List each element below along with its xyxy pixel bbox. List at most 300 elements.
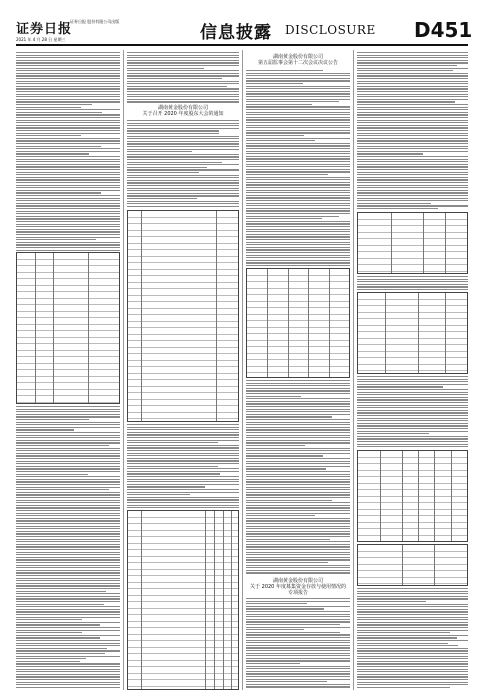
- body-text-line: [246, 148, 350, 149]
- body-text-line: [16, 68, 120, 69]
- body-text-line: [16, 554, 120, 555]
- body-text-line: [16, 440, 120, 441]
- body-text-line: [246, 242, 350, 243]
- body-text-line: [246, 642, 350, 643]
- body-text-line: [16, 75, 120, 76]
- body-text-line: [16, 172, 120, 173]
- body-text-line: [127, 156, 239, 157]
- body-text-line: [357, 73, 468, 74]
- body-text-line: [127, 182, 239, 183]
- body-text-line: [246, 221, 350, 222]
- body-text-line: [16, 546, 120, 547]
- body-text-line: [246, 257, 350, 258]
- body-text-line: [16, 213, 120, 214]
- masthead-logo: 证券日报: [16, 22, 73, 37]
- body-text-line: [16, 432, 120, 433]
- body-text-line: [16, 523, 120, 524]
- body-text-line: [16, 510, 120, 511]
- body-text-line: [246, 182, 350, 183]
- body-text-line: [357, 57, 468, 58]
- body-text-line: [127, 494, 190, 495]
- body-text-line: [16, 435, 120, 436]
- body-text-line: [16, 169, 120, 170]
- body-text-line: [357, 120, 468, 121]
- body-text-line: [16, 151, 120, 152]
- body-text-line: [16, 559, 120, 560]
- body-text-line: [357, 392, 468, 393]
- body-text-line: [357, 286, 468, 287]
- body-text-line: [16, 60, 120, 61]
- body-text-line: [16, 203, 120, 204]
- body-text-line: [357, 200, 468, 201]
- body-text-line: [16, 674, 120, 675]
- body-text-line: [246, 442, 350, 443]
- body-text-line: [357, 101, 455, 102]
- body-text-line: [16, 104, 92, 105]
- body-text-line: [246, 86, 350, 87]
- body-text-line: [357, 185, 468, 186]
- body-text-line: [357, 83, 468, 84]
- body-text-line: [357, 679, 468, 680]
- body-text-line: [16, 575, 120, 576]
- body-text-line: [246, 249, 350, 250]
- body-text-line: [16, 565, 120, 566]
- body-text-line: [246, 562, 328, 563]
- body-text-line: [246, 557, 350, 558]
- body-text-line: [246, 554, 350, 555]
- body-text-line: [246, 117, 350, 118]
- body-text-line: [16, 247, 120, 248]
- body-text-line: [16, 572, 120, 573]
- body-text-line: [16, 653, 105, 654]
- table-column-rule: [205, 511, 206, 689]
- body-text-line: [357, 407, 468, 408]
- body-text-line: [246, 205, 350, 206]
- body-text-line: [246, 234, 350, 235]
- body-text-line: [127, 440, 239, 441]
- body-text-line: [127, 175, 239, 176]
- body-text-line: [246, 526, 350, 527]
- body-text-line: [16, 536, 120, 537]
- body-text-line: [357, 187, 468, 188]
- body-text-line: [127, 52, 239, 53]
- body-text-line: [246, 608, 324, 609]
- body-text-line: [16, 88, 120, 89]
- body-text-line: [246, 398, 350, 399]
- body-text-line: [16, 630, 120, 631]
- body-text-line: [246, 453, 350, 454]
- body-text-line: [127, 437, 239, 438]
- body-text-line: [16, 146, 101, 147]
- body-text-line: [127, 188, 239, 189]
- body-text-line: [246, 528, 350, 529]
- body-text-line: [357, 384, 468, 385]
- body-text-line: [246, 647, 350, 648]
- announcement-title-fund-usage: 湖南黄金股份有限公司 关于 2020 年度募集资金存放与使用情况的 专项报告: [250, 578, 346, 596]
- table-column-rule: [418, 451, 419, 541]
- body-text-line: [357, 192, 468, 193]
- body-text-line: [16, 138, 120, 139]
- body-text-line: [246, 518, 350, 519]
- body-text-line: [357, 166, 468, 167]
- body-text-line: [16, 73, 120, 74]
- data-table: [246, 268, 350, 378]
- body-text-line: [357, 156, 468, 157]
- body-text-line: [127, 62, 239, 63]
- body-text-line: [16, 682, 120, 683]
- body-text-line: [16, 208, 120, 209]
- body-text-line: [246, 429, 350, 430]
- body-text-line: [246, 416, 332, 417]
- body-text-line: [357, 379, 468, 380]
- body-text-line: [16, 489, 109, 490]
- body-text-line: [357, 412, 468, 413]
- body-text-line: [246, 565, 350, 566]
- body-text-line: [16, 127, 120, 128]
- body-text-line: [127, 429, 239, 430]
- body-text-line: [127, 169, 239, 170]
- body-text-line: [357, 687, 450, 688]
- body-text-line: [246, 88, 350, 89]
- body-text-line: [16, 437, 120, 438]
- body-text-line: [357, 179, 468, 180]
- body-text-line: [246, 481, 350, 482]
- table-column-rule: [88, 253, 89, 403]
- body-text-line: [16, 83, 120, 84]
- body-text-line: [357, 666, 468, 667]
- body-text-line: [246, 671, 350, 672]
- body-text-line: [357, 65, 457, 66]
- body-text-line: [246, 73, 350, 74]
- body-text-line: [357, 289, 468, 290]
- body-text-line: [246, 544, 350, 545]
- table-column-rule: [402, 545, 403, 585]
- body-text-line: [246, 403, 350, 404]
- body-text-line: [246, 531, 350, 532]
- body-text-line: [357, 70, 453, 71]
- body-text-line: [127, 130, 219, 131]
- body-text-line: [246, 466, 350, 467]
- body-text-line: [246, 619, 350, 620]
- body-text-line: [246, 513, 350, 514]
- body-text-line: [357, 632, 450, 633]
- table-column-rule: [216, 211, 217, 421]
- body-text-line: [16, 242, 120, 243]
- body-text-line: [246, 468, 326, 469]
- body-text-line: [16, 544, 120, 545]
- body-text-line: [127, 484, 239, 485]
- body-text-line: [246, 570, 350, 571]
- body-text-line: [16, 200, 120, 201]
- body-text-line: [246, 432, 350, 433]
- body-text-line: [16, 448, 120, 449]
- body-text-line: [357, 418, 468, 419]
- body-text-line: [127, 55, 239, 56]
- body-text-line: [16, 585, 120, 586]
- body-text-line: [357, 423, 468, 424]
- body-text-line: [246, 658, 350, 659]
- body-text-line: [246, 192, 350, 193]
- body-text-line: [127, 442, 218, 443]
- data-table: [127, 210, 239, 422]
- body-text-line: [16, 70, 120, 71]
- body-text-line: [246, 231, 350, 232]
- body-text-line: [357, 112, 468, 113]
- body-text-line: [246, 598, 350, 599]
- body-text-line: [16, 526, 120, 527]
- table-column-rule: [451, 451, 452, 541]
- body-text-line: [357, 598, 468, 599]
- body-text-line: [246, 655, 350, 656]
- body-text-line: [357, 55, 468, 56]
- body-text-line: [246, 203, 350, 204]
- body-text-line: [246, 166, 350, 167]
- body-text-line: [127, 133, 219, 134]
- body-text-line: [16, 148, 120, 149]
- body-text-line: [246, 614, 350, 615]
- announcement-title-shareholders-meeting: 湖南黄金股份有限公司 关于召开 2020 年度股东大会的通知: [142, 105, 224, 117]
- body-text-line: [357, 130, 468, 131]
- body-text-line: [357, 394, 468, 395]
- body-text-line: [357, 617, 468, 618]
- body-text-line: [16, 474, 88, 475]
- body-text-line: [246, 104, 312, 105]
- body-text-line: [246, 437, 350, 438]
- body-text-line: [127, 499, 239, 500]
- body-text-line: [357, 671, 468, 672]
- table-column-rule: [418, 293, 419, 373]
- body-text-line: [357, 643, 448, 644]
- body-text-line: [357, 281, 468, 282]
- body-text-line: [127, 78, 222, 79]
- body-text-line: [357, 169, 468, 170]
- body-text-line: [357, 88, 468, 89]
- body-text-line: [127, 177, 239, 178]
- body-text-line: [16, 140, 120, 141]
- body-text-line: [16, 606, 120, 607]
- body-text-line: [246, 396, 301, 397]
- table-column-rule: [231, 511, 232, 689]
- body-text-line: [127, 162, 222, 163]
- column-1: [16, 50, 120, 690]
- body-text-line: [246, 411, 350, 412]
- body-text-line: [127, 447, 239, 448]
- body-text-line: [357, 174, 468, 175]
- body-text-line: [246, 75, 350, 76]
- body-text-line: [16, 239, 96, 240]
- body-text-line: [246, 424, 350, 425]
- body-text-line: [246, 216, 339, 217]
- body-text-line: [246, 140, 315, 141]
- body-text-line: [357, 397, 468, 398]
- body-text-line: [246, 135, 304, 136]
- body-text-line: [246, 572, 350, 573]
- body-text-line: [16, 601, 120, 602]
- body-text-line: [246, 125, 350, 126]
- body-text-line: [127, 138, 239, 139]
- body-text-line: [246, 130, 350, 131]
- body-text-line: [16, 520, 120, 521]
- body-text-line: [16, 453, 120, 454]
- body-text-line: [127, 164, 239, 165]
- body-text-line: [127, 146, 239, 147]
- section-title-en: DISCLOSURE: [285, 23, 376, 37]
- body-text-line: [246, 621, 350, 622]
- body-text-line: [246, 637, 350, 638]
- body-text-line: [246, 197, 350, 198]
- body-text-line: [246, 455, 323, 456]
- body-text-line: [357, 182, 468, 183]
- body-text-line: [16, 539, 120, 540]
- body-text-line: [246, 406, 350, 407]
- body-text-line: [127, 65, 239, 66]
- body-text-line: [246, 627, 350, 628]
- body-text-line: [357, 441, 468, 442]
- body-text-line: [127, 445, 239, 446]
- body-text-line: [127, 68, 204, 69]
- body-text-line: [357, 596, 468, 597]
- body-text-line: [357, 86, 468, 87]
- body-text-line: [127, 460, 239, 461]
- body-text-line: [357, 661, 468, 662]
- body-text-line: [16, 414, 120, 415]
- body-text-line: [16, 624, 100, 625]
- body-text-line: [246, 559, 350, 560]
- table-column-rule: [445, 293, 446, 373]
- body-text-line: [357, 640, 468, 641]
- body-text-line: [246, 505, 350, 506]
- body-text-line: [16, 114, 120, 115]
- body-text-line: [127, 458, 239, 459]
- body-text-line: [246, 629, 304, 630]
- body-text-line: [357, 601, 426, 602]
- table-column-rule: [380, 451, 381, 541]
- body-text-line: [16, 422, 120, 423]
- data-table: [357, 292, 468, 374]
- body-text-line: [246, 445, 305, 446]
- body-text-line: [246, 114, 350, 115]
- body-text-line: [16, 192, 101, 193]
- body-text-line: [246, 507, 350, 508]
- body-text-line: [16, 552, 120, 553]
- body-text-line: [16, 643, 120, 644]
- body-text-line: [246, 213, 350, 214]
- body-text-line: [246, 489, 350, 490]
- body-text-line: [16, 164, 120, 165]
- body-text-line: [246, 520, 350, 521]
- body-text-line: [127, 91, 239, 92]
- body-text-line: [246, 500, 332, 501]
- body-text-line: [127, 159, 239, 160]
- body-text-line: [16, 99, 120, 100]
- body-text-line: [246, 552, 350, 553]
- body-text-line: [16, 161, 120, 162]
- body-text-line: [357, 127, 468, 128]
- body-text-line: [16, 109, 120, 110]
- body-text-line: [246, 536, 350, 537]
- body-text-line: [127, 167, 207, 168]
- body-text-line: [16, 557, 120, 558]
- body-text-line: [127, 455, 239, 456]
- body-text-line: [16, 637, 100, 638]
- body-text-line: [357, 135, 468, 136]
- body-text-line: [16, 650, 120, 651]
- body-text-line: [16, 429, 74, 430]
- body-text-line: [16, 120, 120, 121]
- body-text-line: [246, 239, 350, 240]
- body-text-line: [16, 133, 120, 134]
- body-text-line: [357, 99, 468, 100]
- body-text-line: [357, 52, 468, 53]
- body-text-line: [246, 91, 350, 92]
- body-text-line: [16, 182, 120, 183]
- body-text-line: [16, 62, 120, 63]
- body-text-line: [357, 208, 438, 209]
- body-text-line: [16, 505, 120, 506]
- body-text-line: [16, 492, 120, 493]
- body-text-line: [357, 446, 468, 447]
- body-text-line: [127, 180, 239, 181]
- body-text-line: [16, 198, 120, 199]
- body-text-line: [127, 201, 239, 202]
- body-text-line: [357, 109, 468, 110]
- table-column-rule: [385, 293, 386, 373]
- body-text-line: [357, 148, 468, 149]
- body-text-line: [16, 656, 120, 657]
- body-text-line: [16, 224, 120, 225]
- body-text-line: [16, 96, 120, 97]
- table-column-rule: [53, 253, 54, 403]
- body-text-line: [357, 386, 443, 387]
- body-text-line: [127, 481, 239, 482]
- body-text-line: [127, 486, 205, 487]
- body-text-line: [16, 190, 120, 191]
- body-text-line: [246, 409, 350, 410]
- body-text-line: [16, 507, 120, 508]
- body-text-line: [246, 112, 350, 113]
- body-text-line: [246, 262, 350, 263]
- body-text-line: [16, 122, 120, 123]
- body-text-line: [246, 676, 350, 677]
- body-text-line: [357, 75, 468, 76]
- body-text-line: [127, 450, 239, 451]
- body-text-line: [246, 96, 350, 97]
- body-text-line: [357, 650, 468, 651]
- body-text-line: [16, 531, 120, 532]
- body-text-line: [16, 661, 80, 662]
- body-text-line: [16, 81, 120, 82]
- body-text-line: [246, 476, 350, 477]
- column-3: [246, 50, 350, 690]
- body-text-line: [16, 484, 120, 485]
- data-table: [357, 212, 468, 274]
- body-text-line: [246, 533, 350, 534]
- body-text-line: [16, 549, 120, 550]
- table-column-rule: [434, 545, 435, 585]
- body-text-line: [16, 234, 120, 235]
- body-text-line: [16, 593, 120, 594]
- body-text-line: [246, 624, 340, 625]
- body-text-line: [246, 145, 350, 146]
- body-text-line: [246, 244, 350, 245]
- table-column-rule: [445, 213, 446, 273]
- body-text-line: [127, 75, 239, 76]
- body-text-line: [246, 99, 350, 100]
- body-text-line: [357, 203, 431, 204]
- body-text-line: [246, 119, 350, 120]
- body-text-line: [127, 143, 239, 144]
- body-text-line: [16, 562, 120, 563]
